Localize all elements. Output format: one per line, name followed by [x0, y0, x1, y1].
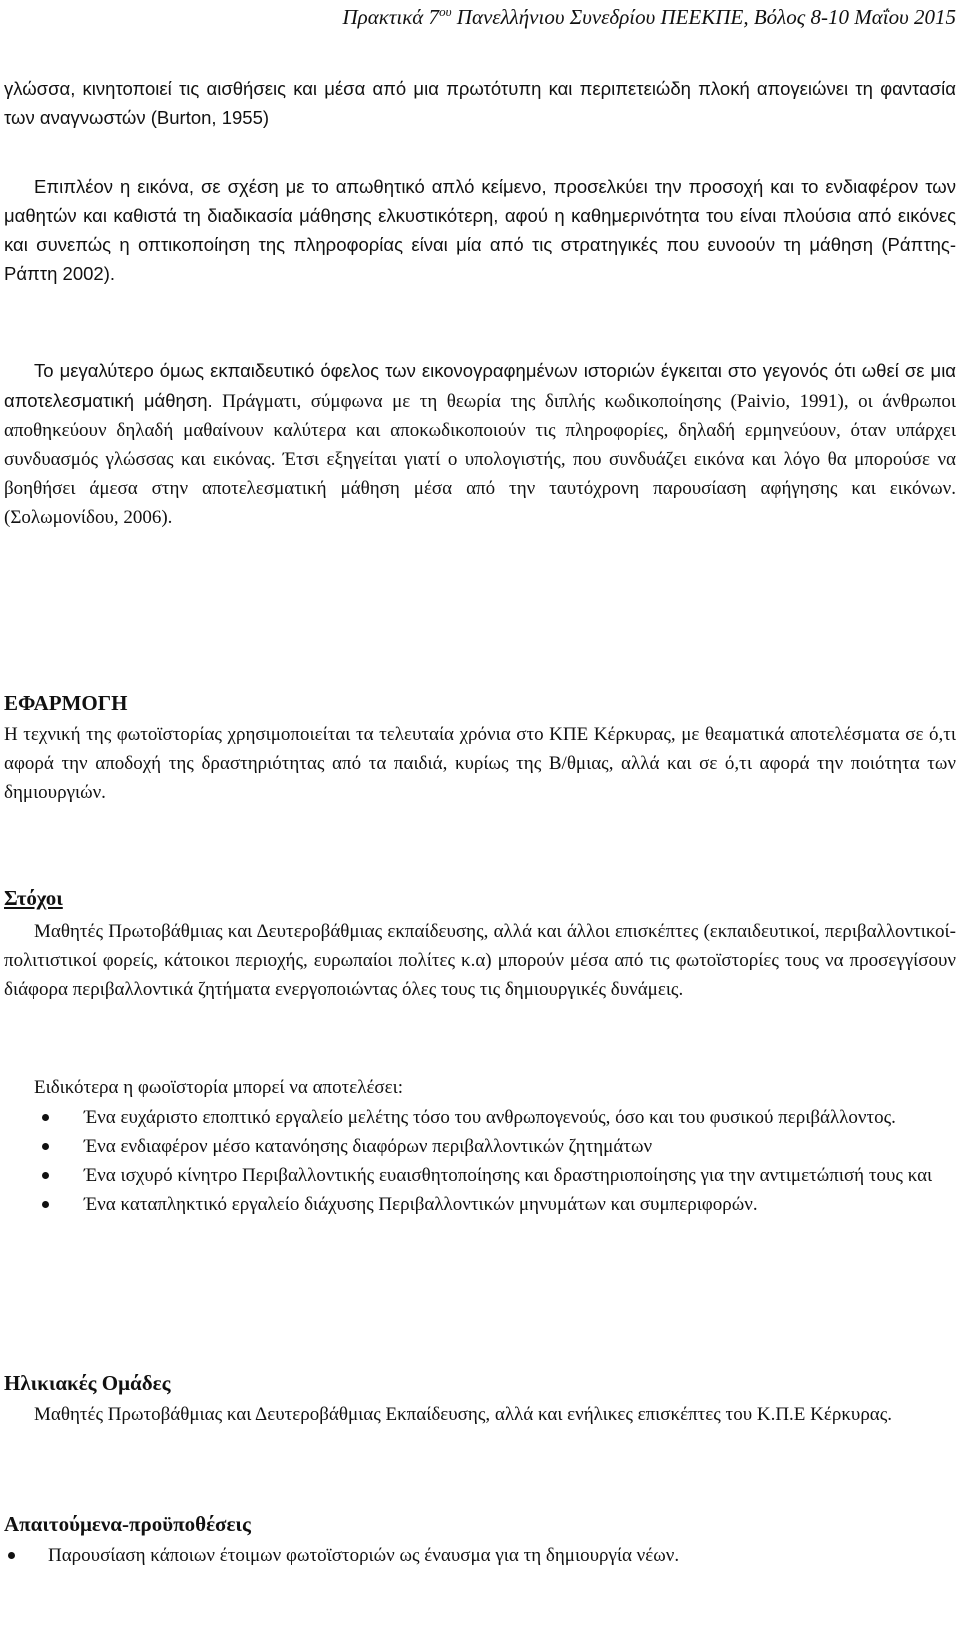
goals-list [4, 1103, 956, 1219]
bullet-icon [42, 1143, 49, 1150]
heading-goals: Στόχοι [4, 886, 63, 910]
list-item-text: Ένα ισχυρό κίνητρο Περιβαλλοντικής ευαισθητοποίησης και δραστηριοποίησης για την αντιμετώπισή τους και [84, 1165, 933, 1186]
paragraph-age-groups: Μαθητές Πρωτοβάθμιας και Δευτεροβάθμιας Εκπαίδευσης, αλλά και ενήλικες επισκέπτες του Κ.Π.Ε Κέρκυρας. [34, 1404, 893, 1425]
running-header [4, 2, 956, 32]
paragraph-dual-coding-lead: Το μεγαλύτερο όμως εκπαιδευτικό όφελος των εικονογραφημένων ιστοριών έγκειται στο γεγονός ότι ωθεί σε μια αποτελεσματική μάθηση. [4, 360, 956, 411]
list-item [4, 1132, 956, 1161]
list-item-text: Παρουσίαση κάποιων έτοιμων φωτοϊστοριών ως έναυσμα για τη δημιουργία νέων. [48, 1545, 680, 1566]
list-item-text: Ένα ενδιαφέρον μέσο κατανόησης διαφόρων περιβαλλοντικών ζητημάτων [84, 1136, 653, 1157]
paragraph-imagination: γλώσσα, κινητοποιεί τις αισθήσεις και μέσα από μια πρωτότυπη και περιπετειώδη πλοκή απογειώνει τη φαντασία των αναγνωστών (Burton, 1955) [4, 78, 956, 128]
heading-application: ΕΦΑΡΜΟΓΗ [4, 691, 128, 715]
list-item [4, 1190, 956, 1219]
list-item [4, 1161, 956, 1190]
list-item-text: Ένα ευχάριστο εποπτικό εργαλείο μελέτης τόσο του ανθρωπογενούς, όσο και του φυσικού περιβάλλοντος. [84, 1107, 896, 1128]
bullet-icon [42, 1114, 49, 1121]
prerequisites-list [4, 1541, 956, 1570]
paragraph-dual-coding [4, 356, 956, 532]
header-prefix: Πρακτικά 7 [342, 5, 440, 29]
header-superscript: ου [439, 4, 452, 19]
header-rest: Πανελλήνιου Συνεδρίου ΠΕΕΚΠΕ, Βόλος 8-10 Μαΐου 2015 [451, 5, 956, 29]
bullet-icon [42, 1201, 49, 1208]
bullet-icon [42, 1172, 49, 1179]
heading-age-groups: Ηλικιακές Ομάδες [4, 1371, 171, 1395]
list-item-text: Ένα καταπληκτικό εργαλείο διάχυσης Περιβαλλοντικών μηνυμάτων και συμπεριφορών. [84, 1194, 758, 1215]
goals-list-intro: Ειδικότερα η φωοϊστορία μπορεί να αποτελέσει: [34, 1077, 404, 1098]
paragraph-goals: Μαθητές Πρωτοβάθμιας και Δευτεροβάθμιας εκπαίδευσης, αλλά και άλλοι επισκέπτες (εκπαιδευτικοί, περιβαλλοντικοί- πολιτιστικοί φορείς, κάτοικοι περιοχής, ευρωπαίοι πολίτες κ.α) μπορούν μέσα από τις φωτοϊστορίες τους να προσεγγίσουν διάφορα περιβαλλοντικά ζητήματα ενεργοποιώντας όλες τους τις δημιουργικές δυνάμεις. [4, 921, 956, 1000]
heading-prerequisites: Απαιτούμενα-προϋποθέσεις [4, 1512, 251, 1536]
list-item [4, 1103, 956, 1132]
bullet-icon [8, 1552, 15, 1559]
paragraph-dual-coding-rest: Πράγματι, σύμφωνα με τη θεωρία της διπλής κωδικοποίησης (Paivio, 1991), οι άνθρωποι αποθηκεύουν δηλαδή μαθαίνουν καλύτερα και αποκωδικοποιούν τις πληροφορίες, δηλαδή ερμηνεύουν, όταν υπάρχει συνδυασμός γλώσσας και εικόνας. Έτσι εξηγείται γιατί ο υπολογιστής, που συνδυάζει εικόνα και λόγο θα μπορούσε να βοηθήσει άμεσα στην αποτελεσματική μάθηση μέσα από την ταυτόχρονη παρουσίαση αφήγησης και εικόνων. (Σολωμονίδου, 2006). [4, 391, 956, 528]
paragraph-image-attraction: Επιπλέον η εικόνα, σε σχέση με το απωθητικό απλό κείμενο, προσελκύει την προσοχή και το ενδιαφέρον των μαθητών και καθιστά τη διαδικασία μάθησης ελκυστικότερη, αφού η καθημερινότητα του είναι πλούσια από εικόνες και συνεπώς η οπτικοποίηση της πληροφορίας είναι μία από τις στρατηγικές που ευνοούν τη μάθηση (Ράπτης-Ράπτη 2002). [4, 176, 956, 284]
list-item [4, 1541, 956, 1570]
paragraph-application: Η τεχνική της φωτοϊστορίας χρησιμοποιείται τα τελευταία χρόνια στο ΚΠΕ Κέρκυρας, με θεαματικά αποτελέσματα σε ό,τι αφορά την αποδοχή της δραστηριότητας από τα παιδιά, κυρίως της Β/θμιας, αλλά και σε ό,τι αφορά την ποιότητα των δημιουργιών. [4, 724, 956, 803]
